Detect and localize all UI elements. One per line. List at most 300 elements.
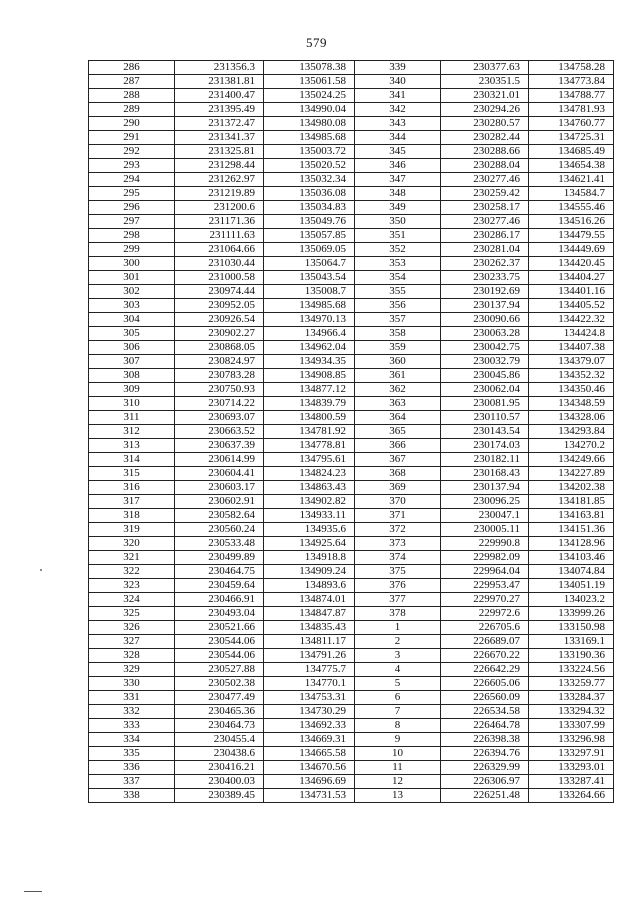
point-number-cell: 374 (355, 551, 441, 565)
y-coordinate-cell: 134103.46 (529, 551, 614, 565)
y-coordinate-cell: 135032.34 (264, 173, 355, 187)
table-row (89, 425, 614, 439)
point-number-cell: 316 (89, 481, 175, 495)
point-number-cell: 368 (355, 467, 441, 481)
y-coordinate-cell: 134181.85 (529, 495, 614, 509)
y-coordinate-cell: 133293.01 (529, 761, 614, 775)
point-number-cell: 343 (355, 117, 441, 131)
point-number-cell: 5 (355, 677, 441, 691)
x-coordinate-cell: 230783.28 (175, 369, 264, 383)
point-number-cell: 302 (89, 285, 175, 299)
x-coordinate-cell: 230281.04 (441, 243, 529, 257)
table-row (89, 663, 614, 677)
table-row (89, 257, 614, 271)
point-number-cell: 376 (355, 579, 441, 593)
x-coordinate-cell: 226642.29 (441, 663, 529, 677)
x-coordinate-cell: 230063.28 (441, 327, 529, 341)
point-number-cell: 360 (355, 355, 441, 369)
point-number-cell: 288 (89, 89, 175, 103)
y-coordinate-cell: 134621.41 (529, 173, 614, 187)
point-number-cell: 322 (89, 565, 175, 579)
y-coordinate-cell: 134654.38 (529, 159, 614, 173)
y-coordinate-cell: 135057.85 (264, 229, 355, 243)
table-row (89, 649, 614, 663)
x-coordinate-cell: 230416.21 (175, 761, 264, 775)
point-number-cell: 293 (89, 159, 175, 173)
y-coordinate-cell: 134420.45 (529, 257, 614, 271)
table-row (89, 733, 614, 747)
x-coordinate-cell: 230045.86 (441, 369, 529, 383)
x-coordinate-cell: 230168.43 (441, 467, 529, 481)
table-row (89, 397, 614, 411)
point-number-cell: 328 (89, 649, 175, 663)
point-number-cell: 306 (89, 341, 175, 355)
x-coordinate-cell: 230464.73 (175, 719, 264, 733)
table-row (89, 215, 614, 229)
x-coordinate-cell: 226560.09 (441, 691, 529, 705)
x-coordinate-cell: 230277.46 (441, 215, 529, 229)
x-coordinate-cell: 230544.06 (175, 649, 264, 663)
y-coordinate-cell: 134350.46 (529, 383, 614, 397)
y-coordinate-cell: 133287.41 (529, 775, 614, 789)
y-coordinate-cell: 135008.7 (264, 285, 355, 299)
y-coordinate-cell: 134925.64 (264, 537, 355, 551)
y-coordinate-cell: 134753.31 (264, 691, 355, 705)
y-coordinate-cell: 135064.7 (264, 257, 355, 271)
x-coordinate-cell: 230952.05 (175, 299, 264, 313)
y-coordinate-cell: 134407.38 (529, 341, 614, 355)
point-number-cell: 362 (355, 383, 441, 397)
y-coordinate-cell: 133190.36 (529, 649, 614, 663)
point-number-cell: 367 (355, 453, 441, 467)
y-coordinate-cell: 133294.32 (529, 705, 614, 719)
x-coordinate-cell: 226306.97 (441, 775, 529, 789)
point-number-cell: 290 (89, 117, 175, 131)
table-row (89, 285, 614, 299)
y-coordinate-cell: 133264.66 (529, 789, 614, 803)
y-coordinate-cell: 134051.19 (529, 579, 614, 593)
y-coordinate-cell: 134401.16 (529, 285, 614, 299)
table-row (89, 89, 614, 103)
table-row (89, 523, 614, 537)
x-coordinate-cell: 230464.75 (175, 565, 264, 579)
table-row (89, 607, 614, 621)
y-coordinate-cell: 135043.54 (264, 271, 355, 285)
table-row (89, 509, 614, 523)
x-coordinate-cell: 230465.36 (175, 705, 264, 719)
point-number-cell: 366 (355, 439, 441, 453)
table-row (89, 579, 614, 593)
y-coordinate-cell: 134669.31 (264, 733, 355, 747)
y-coordinate-cell: 135024.25 (264, 89, 355, 103)
x-coordinate-cell: 231400.47 (175, 89, 264, 103)
x-coordinate-cell: 231341.37 (175, 131, 264, 145)
table-row (89, 243, 614, 257)
point-number-cell: 4 (355, 663, 441, 677)
point-number-cell: 356 (355, 299, 441, 313)
page-number: 579 (306, 35, 327, 50)
y-coordinate-cell: 134847.87 (264, 607, 355, 621)
y-coordinate-cell: 133296.98 (529, 733, 614, 747)
point-number-cell: 344 (355, 131, 441, 145)
x-coordinate-cell: 230233.75 (441, 271, 529, 285)
x-coordinate-cell: 226464.78 (441, 719, 529, 733)
point-number-cell: 336 (89, 761, 175, 775)
x-coordinate-cell: 231111.63 (175, 229, 264, 243)
x-coordinate-cell: 230032.79 (441, 355, 529, 369)
table-row (89, 75, 614, 89)
point-number-cell: 311 (89, 411, 175, 425)
y-coordinate-cell: 134877.12 (264, 383, 355, 397)
x-coordinate-cell: 231356.3 (175, 61, 264, 75)
point-number-cell: 365 (355, 425, 441, 439)
y-coordinate-cell: 134670.56 (264, 761, 355, 775)
table-row (89, 761, 614, 775)
x-coordinate-cell: 226670.22 (441, 649, 529, 663)
table-row (89, 537, 614, 551)
x-coordinate-cell: 226394.76 (441, 747, 529, 761)
point-number-cell: 2 (355, 635, 441, 649)
y-coordinate-cell: 134909.24 (264, 565, 355, 579)
y-coordinate-cell: 134773.84 (529, 75, 614, 89)
table-row (89, 271, 614, 285)
x-coordinate-cell: 230137.94 (441, 299, 529, 313)
y-coordinate-cell: 134778.81 (264, 439, 355, 453)
x-coordinate-cell: 230389.45 (175, 789, 264, 803)
point-number-cell: 353 (355, 257, 441, 271)
point-number-cell: 359 (355, 341, 441, 355)
x-coordinate-cell: 231262.97 (175, 173, 264, 187)
y-coordinate-cell: 135078.38 (264, 61, 355, 75)
x-coordinate-cell: 230493.04 (175, 607, 264, 621)
x-coordinate-cell: 226605.06 (441, 677, 529, 691)
point-number-cell: 334 (89, 733, 175, 747)
table-row (89, 719, 614, 733)
point-number-cell: 354 (355, 271, 441, 285)
point-number-cell: 304 (89, 313, 175, 327)
x-coordinate-cell: 229964.04 (441, 565, 529, 579)
table-row (89, 173, 614, 187)
table-row (89, 131, 614, 145)
point-number-cell: 348 (355, 187, 441, 201)
table-row (89, 369, 614, 383)
table-row (89, 145, 614, 159)
y-coordinate-cell: 134405.52 (529, 299, 614, 313)
table-row (89, 159, 614, 173)
table-row (89, 677, 614, 691)
point-number-cell: 307 (89, 355, 175, 369)
point-number-cell: 340 (355, 75, 441, 89)
y-coordinate-cell: 134908.85 (264, 369, 355, 383)
table-row (89, 229, 614, 243)
y-coordinate-cell: 134692.33 (264, 719, 355, 733)
y-coordinate-cell: 135020.52 (264, 159, 355, 173)
x-coordinate-cell: 230005.11 (441, 523, 529, 537)
point-number-cell: 342 (355, 103, 441, 117)
x-coordinate-cell: 230277.46 (441, 173, 529, 187)
point-number-cell: 11 (355, 761, 441, 775)
x-coordinate-cell: 230288.66 (441, 145, 529, 159)
y-coordinate-cell: 134800.59 (264, 411, 355, 425)
x-coordinate-cell: 231219.89 (175, 187, 264, 201)
x-coordinate-cell: 231171.36 (175, 215, 264, 229)
point-number-cell: 369 (355, 481, 441, 495)
point-number-cell: 298 (89, 229, 175, 243)
y-coordinate-cell: 134811.17 (264, 635, 355, 649)
table-row (89, 355, 614, 369)
y-coordinate-cell: 134328.06 (529, 411, 614, 425)
x-coordinate-cell: 230499.89 (175, 551, 264, 565)
x-coordinate-cell: 229972.6 (441, 607, 529, 621)
point-number-cell: 357 (355, 313, 441, 327)
table-row (89, 327, 614, 341)
y-coordinate-cell: 134422.32 (529, 313, 614, 327)
point-number-cell: 7 (355, 705, 441, 719)
point-number-cell: 312 (89, 425, 175, 439)
table-row (89, 103, 614, 117)
x-coordinate-cell: 230637.39 (175, 439, 264, 453)
point-number-cell: 351 (355, 229, 441, 243)
y-coordinate-cell: 133169.1 (529, 635, 614, 649)
y-coordinate-cell: 134781.92 (264, 425, 355, 439)
x-coordinate-cell: 230560.24 (175, 523, 264, 537)
table-row (89, 775, 614, 789)
y-coordinate-cell: 135003.72 (264, 145, 355, 159)
point-number-cell: 332 (89, 705, 175, 719)
x-coordinate-cell: 230081.95 (441, 397, 529, 411)
point-number-cell: 373 (355, 537, 441, 551)
y-coordinate-cell: 133224.56 (529, 663, 614, 677)
point-number-cell: 300 (89, 257, 175, 271)
x-coordinate-cell: 230047.1 (441, 509, 529, 523)
y-coordinate-cell: 134404.27 (529, 271, 614, 285)
y-coordinate-cell: 134933.11 (264, 509, 355, 523)
y-coordinate-cell: 134696.69 (264, 775, 355, 789)
table-row (89, 621, 614, 635)
y-coordinate-cell: 134893.6 (264, 579, 355, 593)
x-coordinate-cell: 230321.01 (441, 89, 529, 103)
point-number-cell: 327 (89, 635, 175, 649)
point-number-cell: 338 (89, 789, 175, 803)
y-coordinate-cell: 134202.38 (529, 481, 614, 495)
point-number-cell: 349 (355, 201, 441, 215)
x-coordinate-cell: 226689.07 (441, 635, 529, 649)
point-number-cell: 8 (355, 719, 441, 733)
y-coordinate-cell: 135036.08 (264, 187, 355, 201)
x-coordinate-cell: 226329.99 (441, 761, 529, 775)
x-coordinate-cell: 231372.47 (175, 117, 264, 131)
point-number-cell: 347 (355, 173, 441, 187)
x-coordinate-cell: 230868.05 (175, 341, 264, 355)
x-coordinate-cell: 231325.81 (175, 145, 264, 159)
y-coordinate-cell: 133297.91 (529, 747, 614, 761)
table-row (89, 565, 614, 579)
point-number-cell: 361 (355, 369, 441, 383)
x-coordinate-cell: 230459.64 (175, 579, 264, 593)
point-number-cell: 299 (89, 243, 175, 257)
table-row (89, 593, 614, 607)
point-number-cell: 313 (89, 439, 175, 453)
x-coordinate-cell: 230466.91 (175, 593, 264, 607)
y-coordinate-cell: 133284.37 (529, 691, 614, 705)
x-coordinate-cell: 230090.66 (441, 313, 529, 327)
point-number-cell: 1 (355, 621, 441, 635)
point-number-cell: 9 (355, 733, 441, 747)
x-coordinate-cell: 231064.66 (175, 243, 264, 257)
x-coordinate-cell: 230902.27 (175, 327, 264, 341)
y-coordinate-cell: 133999.26 (529, 607, 614, 621)
y-coordinate-cell: 134731.53 (264, 789, 355, 803)
y-coordinate-cell: 134758.28 (529, 61, 614, 75)
x-coordinate-cell: 230377.63 (441, 61, 529, 75)
y-coordinate-cell: 134770.1 (264, 677, 355, 691)
y-coordinate-cell: 134249.66 (529, 453, 614, 467)
point-number-cell: 10 (355, 747, 441, 761)
y-coordinate-cell: 134293.84 (529, 425, 614, 439)
y-coordinate-cell: 134839.79 (264, 397, 355, 411)
x-coordinate-cell: 231030.44 (175, 257, 264, 271)
point-number-cell: 363 (355, 397, 441, 411)
x-coordinate-cell: 230174.03 (441, 439, 529, 453)
point-number-cell: 286 (89, 61, 175, 75)
y-coordinate-cell: 134985.68 (264, 299, 355, 313)
y-coordinate-cell: 134479.55 (529, 229, 614, 243)
table-row (89, 313, 614, 327)
table-row (89, 691, 614, 705)
table-row (89, 453, 614, 467)
table-row (89, 467, 614, 481)
y-coordinate-cell: 134379.07 (529, 355, 614, 369)
x-coordinate-cell: 229990.8 (441, 537, 529, 551)
x-coordinate-cell: 230259.42 (441, 187, 529, 201)
x-coordinate-cell: 230042.75 (441, 341, 529, 355)
table-row (89, 61, 614, 75)
table-row (89, 495, 614, 509)
x-coordinate-cell: 230477.49 (175, 691, 264, 705)
point-number-cell: 320 (89, 537, 175, 551)
x-coordinate-cell: 230110.57 (441, 411, 529, 425)
table-row (89, 383, 614, 397)
point-number-cell: 352 (355, 243, 441, 257)
point-number-cell: 12 (355, 775, 441, 789)
y-coordinate-cell: 134685.49 (529, 145, 614, 159)
x-coordinate-cell: 231395.49 (175, 103, 264, 117)
y-coordinate-cell: 134902.82 (264, 495, 355, 509)
table-row (89, 187, 614, 201)
table-row (89, 705, 614, 719)
point-number-cell: 319 (89, 523, 175, 537)
table-row (89, 299, 614, 313)
point-number-cell: 345 (355, 145, 441, 159)
x-coordinate-cell: 230663.52 (175, 425, 264, 439)
x-coordinate-cell: 231200.6 (175, 201, 264, 215)
x-coordinate-cell: 230750.93 (175, 383, 264, 397)
x-coordinate-cell: 231000.58 (175, 271, 264, 285)
point-number-cell: 289 (89, 103, 175, 117)
point-number-cell: 326 (89, 621, 175, 635)
y-coordinate-cell: 134730.29 (264, 705, 355, 719)
x-coordinate-cell: 226705.6 (441, 621, 529, 635)
y-coordinate-cell: 135061.58 (264, 75, 355, 89)
point-number-cell: 317 (89, 495, 175, 509)
x-coordinate-cell: 231298.44 (175, 159, 264, 173)
y-coordinate-cell: 134584.7 (529, 187, 614, 201)
table-row (89, 117, 614, 131)
point-number-cell: 292 (89, 145, 175, 159)
table-row (89, 201, 614, 215)
coordinate-table (88, 60, 614, 803)
y-coordinate-cell: 134348.59 (529, 397, 614, 411)
x-coordinate-cell: 229982.09 (441, 551, 529, 565)
point-number-cell: 355 (355, 285, 441, 299)
x-coordinate-cell: 230400.03 (175, 775, 264, 789)
point-number-cell: 301 (89, 271, 175, 285)
point-number-cell: 370 (355, 495, 441, 509)
table-row (89, 747, 614, 761)
x-coordinate-cell: 230824.97 (175, 355, 264, 369)
point-number-cell: 321 (89, 551, 175, 565)
point-number-cell: 325 (89, 607, 175, 621)
point-number-cell: 377 (355, 593, 441, 607)
table-row (89, 439, 614, 453)
table-row (89, 551, 614, 565)
x-coordinate-cell: 226251.48 (441, 789, 529, 803)
x-coordinate-cell: 230262.37 (441, 257, 529, 271)
x-coordinate-cell: 230182.11 (441, 453, 529, 467)
x-coordinate-cell: 230582.64 (175, 509, 264, 523)
x-coordinate-cell: 230062.04 (441, 383, 529, 397)
point-number-cell: 309 (89, 383, 175, 397)
y-coordinate-cell: 134824.23 (264, 467, 355, 481)
x-coordinate-cell: 230280.57 (441, 117, 529, 131)
point-number-cell: 314 (89, 453, 175, 467)
point-number-cell: 323 (89, 579, 175, 593)
point-number-cell: 324 (89, 593, 175, 607)
point-number-cell: 315 (89, 467, 175, 481)
point-number-cell: 3 (355, 649, 441, 663)
point-number-cell: 6 (355, 691, 441, 705)
y-coordinate-cell: 134918.8 (264, 551, 355, 565)
point-number-cell: 303 (89, 299, 175, 313)
x-coordinate-cell: 230282.44 (441, 131, 529, 145)
x-coordinate-cell: 230438.6 (175, 747, 264, 761)
x-coordinate-cell: 229953.47 (441, 579, 529, 593)
y-coordinate-cell: 134966.4 (264, 327, 355, 341)
y-coordinate-cell: 134128.96 (529, 537, 614, 551)
x-coordinate-cell: 230192.69 (441, 285, 529, 299)
coordinate-table-body (89, 61, 614, 803)
y-coordinate-cell: 133307.99 (529, 719, 614, 733)
y-coordinate-cell: 134449.69 (529, 243, 614, 257)
point-number-cell: 297 (89, 215, 175, 229)
x-coordinate-cell: 230533.48 (175, 537, 264, 551)
x-coordinate-cell: 230521.66 (175, 621, 264, 635)
y-coordinate-cell: 134151.36 (529, 523, 614, 537)
y-coordinate-cell: 135069.05 (264, 243, 355, 257)
y-coordinate-cell: 134788.77 (529, 89, 614, 103)
x-coordinate-cell: 230602.91 (175, 495, 264, 509)
y-coordinate-cell: 134725.31 (529, 131, 614, 145)
x-coordinate-cell: 230527.88 (175, 663, 264, 677)
point-number-cell: 350 (355, 215, 441, 229)
point-number-cell: 13 (355, 789, 441, 803)
y-coordinate-cell: 134791.26 (264, 649, 355, 663)
point-number-cell: 335 (89, 747, 175, 761)
x-coordinate-cell: 230693.07 (175, 411, 264, 425)
y-coordinate-cell: 134835.43 (264, 621, 355, 635)
x-coordinate-cell: 230288.04 (441, 159, 529, 173)
point-number-cell: 310 (89, 397, 175, 411)
